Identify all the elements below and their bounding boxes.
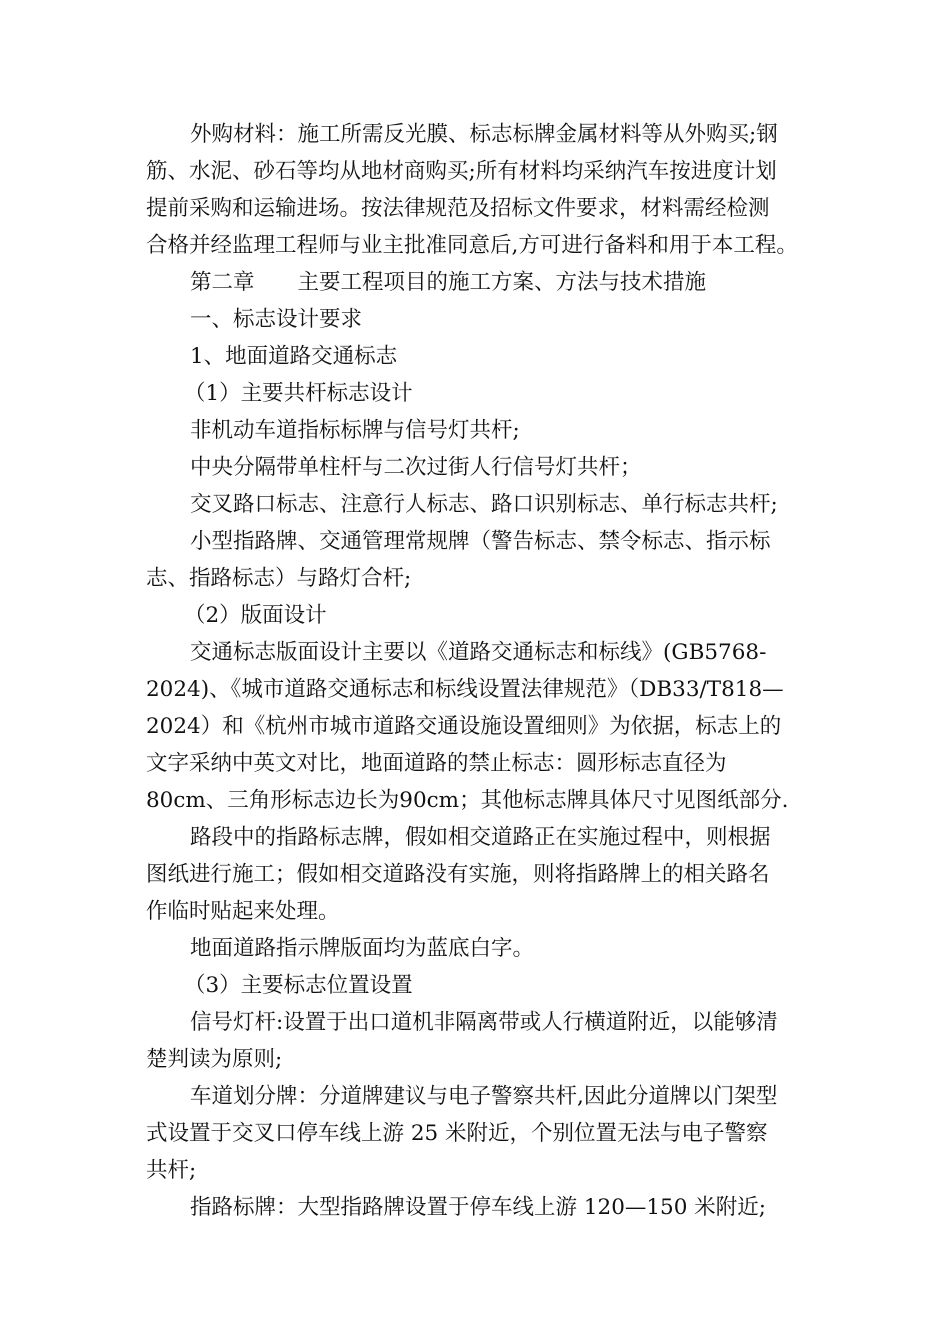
- text-line: 路段中的指路标志牌，假如相交道路正在实施过程中，则根据: [190, 825, 771, 850]
- text-line: 楚判读为原则;: [146, 1047, 283, 1072]
- text-line: 文字采纳中英文对比，地面道路的禁止标志：圆形标志直径为: [146, 751, 727, 776]
- text-line: 提前采购和运输进场。按法律规范及招标文件要求，材料需经检测: [146, 196, 770, 221]
- text-line: 共杆;: [146, 1158, 197, 1183]
- text-line: 志、指路标志）与路灯合杆;: [146, 566, 412, 591]
- chapter-heading: 第二章 主要工程项目的施工方案、方法与技术措施: [190, 270, 707, 295]
- item-heading: （1）主要共杆标志设计: [184, 381, 413, 406]
- text-line: 80cm、三角形标志边长为90cm；其他标志牌具体尺寸见图纸部分.: [146, 788, 789, 813]
- text-line: 地面道路指示牌版面均为蓝底白字。: [190, 936, 535, 961]
- text-line: 图纸进行施工；假如相交道路没有实施，则将指路牌上的相关路名: [146, 862, 770, 887]
- item-heading: （3）主要标志位置设置: [184, 973, 413, 998]
- text-line: 交叉路口标志、注意行人标志、路口识别标志、单行标志共杆;: [190, 492, 778, 517]
- subsection-heading: 1、地面道路交通标志: [190, 344, 398, 369]
- text-line: 交通标志版面设计主要以《道路交通标志和标线》(GB5768-: [190, 640, 767, 665]
- text-line: 2024)、《城市道路交通标志和标线设置法律规范》（DB33/T818—: [146, 677, 784, 702]
- item-heading: （2）版面设计: [184, 603, 327, 628]
- section-heading: 一、标志设计要求: [190, 307, 363, 332]
- text-line: 车道划分牌：分道牌建议与电子警察共杆,因此分道牌以门架型: [190, 1084, 778, 1109]
- text-line: 2024）和《杭州市城市道路交通设施设置细则》为依据，标志上的: [146, 714, 782, 739]
- text-line: 合格并经监理工程师与业主批准同意后,方可进行备料和用于本工程。: [146, 233, 798, 258]
- text-line: 小型指路牌、交通管理常规牌（警告标志、禁令标志、指示标: [190, 529, 771, 554]
- text-line: 作临时贴起来处理。: [146, 899, 340, 924]
- text-line: 信号灯杆:设置于出口道机非隔离带或人行横道附近，以能够清: [190, 1010, 778, 1035]
- text-line: 中央分隔带单柱杆与二次过街人行信号灯共杆；: [190, 455, 642, 480]
- text-line: 外购材料：施工所需反光膜、标志标牌金属材料等从外购买;钢: [190, 122, 778, 147]
- text-line: 筋、水泥、砂石等均从地材商购买;所有材料均采纳汽车按进度计划: [146, 159, 777, 184]
- text-line: 式设置于交叉口停车线上游 25 米附近，个别位置无法与电子警察: [146, 1121, 768, 1146]
- text-line: 非机动车道指标标牌与信号灯共杆;: [190, 418, 520, 443]
- text-line: 指路标牌：大型指路牌设置于停车线上游 120—150 米附近;: [190, 1195, 766, 1220]
